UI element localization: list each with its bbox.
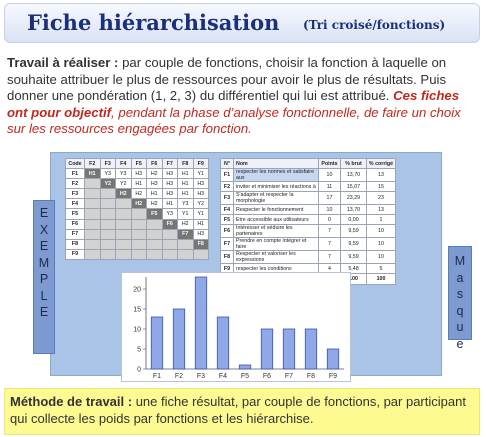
matrix-header-row — [66, 159, 209, 169]
results-cell: 9,59 — [341, 251, 367, 264]
matrix-cell: H2 — [131, 199, 147, 209]
matrix-cell: H3 — [193, 229, 209, 239]
matrix-cell — [178, 239, 194, 249]
matrix-cell: H1 — [178, 179, 194, 189]
bar-f5 — [239, 365, 250, 369]
matrix-cell — [147, 229, 163, 239]
results-total-cell: 100 — [341, 274, 367, 284]
matrix-row — [66, 219, 209, 229]
bar-f7 — [283, 329, 294, 369]
matrix-cell: Y2 — [193, 199, 209, 209]
matrix-cell: H3 — [193, 179, 209, 189]
bar-f6 — [261, 329, 272, 369]
matrix-header-cell: F9 — [193, 159, 209, 169]
matrix-cell: H2 — [147, 199, 163, 209]
results-header-cell: % brut — [341, 159, 367, 169]
x-tick-label: F8 — [306, 373, 316, 380]
matrix-cell — [100, 189, 116, 199]
side-letter: q — [456, 303, 464, 318]
results-cell: Prendre en compte intégrer et faire — [234, 238, 319, 251]
matrix-cell: H3 — [147, 179, 163, 189]
matrix-cell — [85, 199, 101, 209]
method-text — [10, 393, 476, 427]
results-total-cell: 100 — [367, 274, 396, 284]
results-cell: 13 — [367, 169, 396, 182]
matrix-cell: H2 — [116, 189, 132, 199]
side-letter: s — [456, 287, 464, 301]
results-cell: F3 — [221, 192, 234, 205]
matrix-cell — [116, 229, 132, 239]
matrix-row — [66, 169, 209, 179]
results-cell: 10 — [319, 169, 341, 182]
matrix-cell: H1 — [162, 199, 178, 209]
x-tick-label: F5 — [240, 373, 250, 380]
matrix-function-code: F2 — [66, 179, 85, 189]
matrix-cell — [85, 249, 101, 259]
x-tick-label: F2 — [174, 373, 184, 380]
matrix-cell: H1 — [147, 189, 163, 199]
objective-label: Ces fiches ont pour objectif — [7, 88, 460, 120]
y-tick-label: 5 — [137, 346, 141, 354]
results-cell: 1 — [367, 215, 396, 225]
results-row — [221, 169, 396, 182]
x-tick-label: F7 — [284, 373, 294, 380]
results-cell: Etre accessible aux utilisateurs — [234, 215, 319, 225]
matrix-cell: H1 — [131, 179, 147, 189]
matrix-cell: Y2 — [100, 179, 116, 189]
results-cell: 9,59 — [341, 225, 367, 238]
matrix-header-cell: F3 — [100, 159, 116, 169]
matrix-cell: F5 — [147, 209, 163, 219]
matrix-header-cell: F5 — [131, 159, 147, 169]
matrix-row — [66, 209, 209, 219]
matrix-cell — [100, 209, 116, 219]
bar-f1 — [151, 317, 162, 369]
results-row — [221, 225, 396, 238]
weights-bar-chart — [121, 272, 351, 382]
matrix-cell: H2 — [131, 189, 147, 199]
results-cell: F1 — [221, 169, 234, 182]
matrix-cell: H3 — [162, 169, 178, 179]
results-total-cell: 73 — [319, 274, 341, 284]
results-row — [221, 192, 396, 205]
results-cell: 23,29 — [341, 192, 367, 205]
side-letter: E — [39, 239, 49, 253]
results-row — [221, 205, 396, 215]
matrix-cell — [116, 199, 132, 209]
matrix-function-code: F7 — [66, 229, 85, 239]
bar-f2 — [173, 309, 184, 369]
matrix-function-code: F8 — [66, 239, 85, 249]
results-cell: F7 — [221, 238, 234, 251]
results-header-row — [221, 159, 396, 169]
matrix-cell — [85, 239, 101, 249]
side-letter: u — [456, 320, 464, 334]
matrix-cell — [100, 249, 116, 259]
side-letter: e — [456, 336, 464, 351]
x-tick-label: F4 — [218, 373, 228, 380]
task-description — [7, 55, 481, 138]
matrix-cell — [131, 229, 147, 239]
results-row — [221, 182, 396, 192]
matrix-header-cell: F8 — [178, 159, 194, 169]
results-cell: F5 — [221, 215, 234, 225]
matrix-cell — [116, 209, 132, 219]
matrix-cell: H3 — [162, 189, 178, 199]
results-cell: 5,48 — [341, 264, 367, 274]
matrix-cell: F7 — [178, 229, 194, 239]
results-cell: F9 — [221, 264, 234, 274]
results-cell: respecter les normes et satisfaire aux — [234, 169, 319, 182]
matrix-cell — [85, 179, 101, 189]
matrix-cell — [100, 199, 116, 209]
matrix-function-code: F6 — [66, 219, 85, 229]
matrix-cell: H1 — [85, 169, 101, 179]
title-banner — [4, 3, 480, 43]
matrix-header-cell: F2 — [85, 159, 101, 169]
matrix-cell — [147, 239, 163, 249]
y-tick-label: 10 — [133, 326, 141, 334]
results-cell: 15 — [367, 182, 396, 192]
results-cell: Intéresser et séduire les partenaires — [234, 225, 319, 238]
matrix-cell: H3 — [131, 169, 147, 179]
matrix-cell — [85, 229, 101, 239]
matrix-cell: H3 — [193, 189, 209, 199]
bar-f4 — [217, 317, 228, 369]
matrix-cell — [131, 249, 147, 259]
matrix-cell: Y3 — [100, 169, 116, 179]
results-cell: 9,59 — [341, 238, 367, 251]
matrix-row — [66, 179, 209, 189]
results-cell: 0,00 — [341, 215, 367, 225]
results-cell: 13,70 — [341, 205, 367, 215]
results-header-cell: N° — [221, 159, 234, 169]
matrix-cell: F8 — [193, 239, 209, 249]
matrix-cell: Y1 — [193, 169, 209, 179]
matrix-cell — [147, 249, 163, 259]
matrix-cell — [131, 239, 147, 249]
results-cell: 7 — [319, 251, 341, 264]
results-cell: 5 — [367, 264, 396, 274]
results-total-cell: Totaux — [234, 274, 319, 284]
matrix-cell — [116, 249, 132, 259]
matrix-function-code: F3 — [66, 189, 85, 199]
results-cell: 23 — [367, 192, 396, 205]
results-cell: Respecter et valoriser les expressions — [234, 251, 319, 264]
matrix-row — [66, 229, 209, 239]
x-tick-label: F1 — [152, 373, 162, 380]
matrix-cell — [116, 219, 132, 229]
matrix-row — [66, 249, 209, 259]
results-row — [221, 215, 396, 225]
matrix-header-cell: F7 — [162, 159, 178, 169]
matrix-cell: H1 — [178, 169, 194, 179]
y-tick-label: 15 — [133, 306, 141, 314]
task-label: Travail à réaliser : — [7, 55, 119, 70]
matrix-cell — [85, 189, 101, 199]
matrix-cell: Y3 — [178, 199, 194, 209]
side-letter: E — [39, 305, 49, 319]
results-cell: 10 — [367, 251, 396, 264]
y-tick-label: 0 — [137, 366, 141, 374]
side-letter: L — [40, 288, 48, 303]
matrix-row — [66, 239, 209, 249]
matrix-header-cell: F4 — [116, 159, 132, 169]
example-side-label — [33, 200, 55, 354]
side-letter: E — [39, 206, 49, 220]
results-cell: F6 — [221, 225, 234, 238]
matrix-cell — [85, 209, 101, 219]
results-cell: 17 — [319, 192, 341, 205]
matrix-cell — [162, 229, 178, 239]
page-title: Fiche hiérarchisation — [27, 10, 280, 35]
results-row — [221, 251, 396, 264]
results-header-cell: Points — [319, 159, 341, 169]
matrix-cell: Y3 — [162, 209, 178, 219]
matrix-cell: Y1 — [178, 209, 194, 219]
results-cell: 11 — [319, 182, 341, 192]
side-letter: M — [38, 255, 50, 270]
matrix-cell — [131, 209, 147, 219]
results-cell: 10 — [319, 205, 341, 215]
results-cell: Respecter le fonctionnement — [234, 205, 319, 215]
results-cell: S'adapter et respecter la morphologie — [234, 192, 319, 205]
method-label: Méthode de travail : — [10, 394, 133, 409]
results-cell: 7 — [319, 238, 341, 251]
method-box — [4, 388, 480, 435]
matrix-cell: H2 — [147, 169, 163, 179]
matrix-cell — [162, 239, 178, 249]
matrix-function-code: F9 — [66, 249, 85, 259]
results-cell: F4 — [221, 205, 234, 215]
matrix-function-code: F1 — [66, 169, 85, 179]
results-cell: 13 — [367, 205, 396, 215]
matrix-cell: Y1 — [193, 209, 209, 219]
matrix-cell: H1 — [193, 219, 209, 229]
mask-side-label — [448, 246, 472, 351]
results-cell: F8 — [221, 251, 234, 264]
matrix-row — [66, 199, 209, 209]
objective-text: , pendant la phase d’analyse fonctionnelle, de faire un choix sur les ressources engagées par fonction. — [7, 104, 461, 136]
side-letter: P — [39, 272, 49, 286]
results-cell: respecter les conditions — [234, 264, 319, 274]
matrix-function-code: F4 — [66, 199, 85, 209]
matrix-header-cell: Code — [66, 159, 85, 169]
side-letter: X — [39, 222, 49, 237]
y-tick-label: 20 — [133, 286, 141, 294]
matrix-cell — [147, 219, 163, 229]
matrix-cell: Y3 — [116, 169, 132, 179]
matrix-cell: F6 — [162, 219, 178, 229]
results-cell: 0 — [319, 215, 341, 225]
results-cell: 10 — [367, 238, 396, 251]
bar-f9 — [327, 349, 338, 369]
matrix-cell — [85, 219, 101, 229]
matrix-cell — [116, 239, 132, 249]
matrix-cell — [178, 249, 194, 259]
bar-f8 — [305, 329, 316, 369]
side-letter: M — [454, 254, 466, 268]
matrix-header-cell: F6 — [147, 159, 163, 169]
matrix-cell — [162, 249, 178, 259]
matrix-cell: H2 — [178, 219, 194, 229]
bar-f3 — [195, 277, 206, 369]
task-text: par couple de fonctions, choisir la fonction à laquelle on souhaite attribuer le plus de ressources pour avoir le plus de résultats. Puis donner une pondération (1, 2, 3) du différentiel qui lui est attribué. — [7, 55, 447, 103]
comparison-matrix — [65, 158, 209, 260]
results-cell: 13,70 — [341, 169, 367, 182]
matrix-row — [66, 189, 209, 199]
x-tick-label: F6 — [262, 373, 272, 380]
results-cell: 10 — [367, 225, 396, 238]
results-header-cell: % corrigé — [367, 159, 396, 169]
results-cell: 7 — [319, 225, 341, 238]
matrix-cell: H1 — [178, 189, 194, 199]
matrix-cell: H3 — [162, 179, 178, 189]
results-cell: inviter et minimiser les réactions à — [234, 182, 319, 192]
matrix-cell: Y2 — [116, 179, 132, 189]
results-row — [221, 238, 396, 251]
matrix-cell — [100, 219, 116, 229]
side-letter: a — [456, 270, 464, 285]
matrix-cell — [100, 229, 116, 239]
matrix-cell — [131, 219, 147, 229]
results-header-cell: Nom — [234, 159, 319, 169]
results-cell: F2 — [221, 182, 234, 192]
matrix-cell — [100, 239, 116, 249]
results-table — [220, 158, 396, 285]
x-tick-label: F9 — [328, 373, 338, 380]
results-cell: 15,07 — [341, 182, 367, 192]
x-tick-label: F3 — [196, 373, 206, 380]
matrix-cell: F9 — [193, 249, 209, 259]
results-cell: 4 — [319, 264, 341, 274]
page-subtitle: (Tri croisé/fonctions) — [303, 18, 446, 32]
matrix-function-code: F5 — [66, 209, 85, 219]
method-description: une fiche résultat, par couple de fonctions, par participant qui collecte les poids par fonctions et les hiérarchise. — [10, 394, 466, 426]
